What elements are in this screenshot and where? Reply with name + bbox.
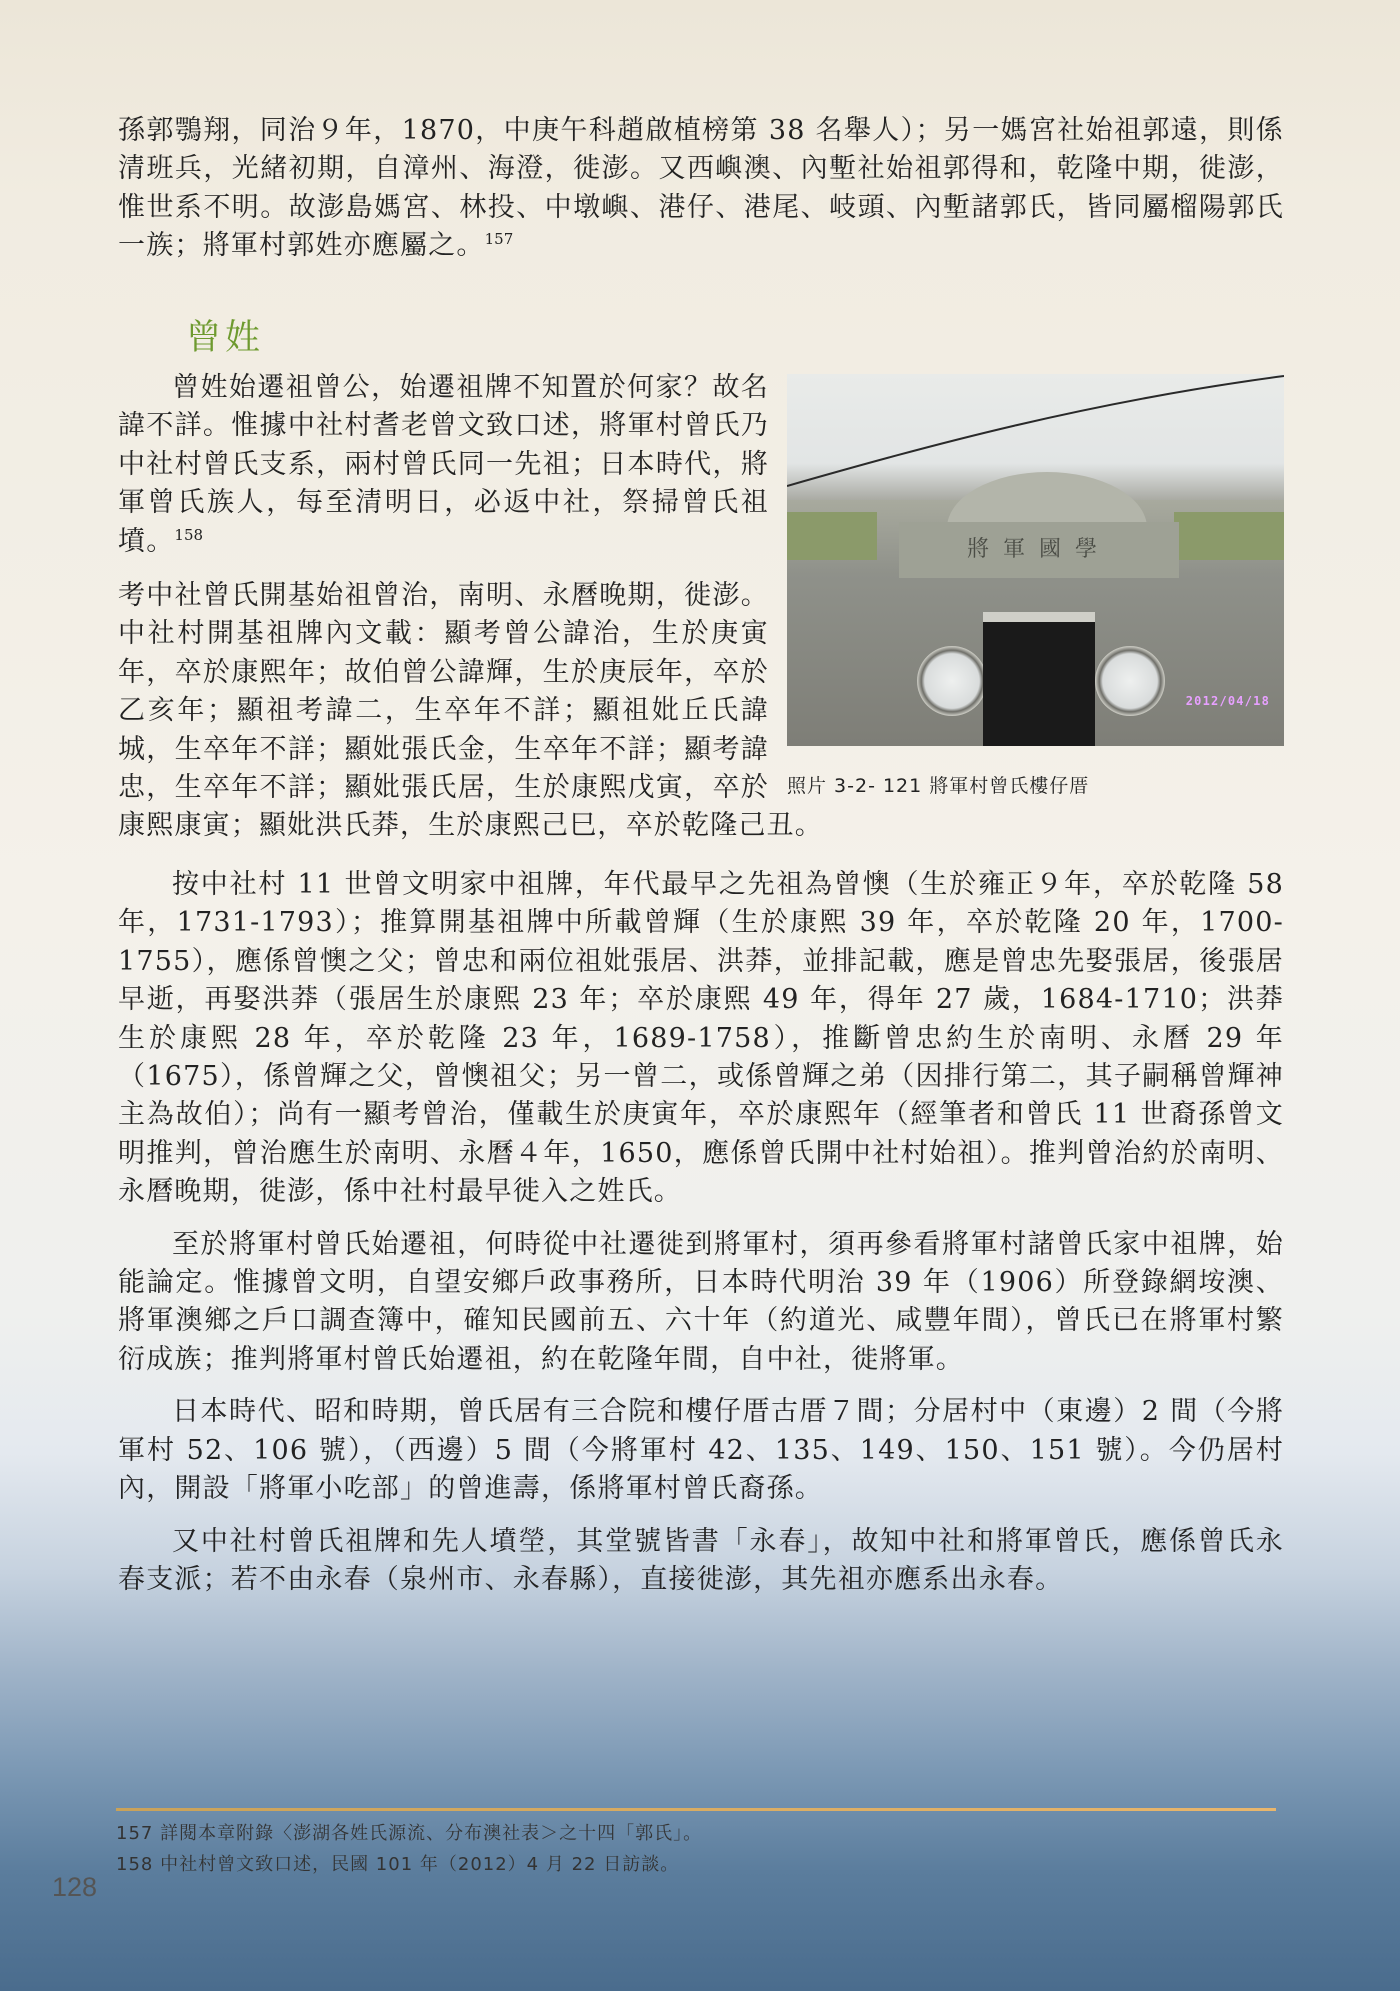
page-number: 128 (52, 1872, 98, 1902)
footnote-ref-158[interactable]: 158 (174, 525, 204, 544)
footnote-ref-157[interactable]: 157 (484, 230, 514, 249)
footnote-divider (116, 1808, 1276, 1811)
paragraph-zeng-5: 日本時代、昭和時期，曾氏居有三合院和樓仔厝古厝７間；分居村中（東邊）2 間（今將軍村 52、106 號），（西邊）5 間（今將軍村 42、135、149、150、151 號）。今仍居村內，開設「將軍小吃部」的曾進壽，係將軍村曾氏裔孫。 (118, 1396, 1284, 1505)
zeng-intro-block (118, 369, 1284, 846)
photo-date-stamp: 2012/04/18 (1185, 694, 1270, 708)
zeng-body-paragraphs (118, 866, 1284, 1613)
photo-signboard: 將軍國學 (899, 522, 1179, 578)
paragraph-zeng-6: 又中社村曾氏祖牌和先人墳塋，其堂號皆書「永春」，故知中社和將軍曾氏，應係曾氏永春支派；若不由永春（泉州市、永春縣），直接徙澎，其先祖亦應系出永春。 (118, 1525, 1284, 1595)
paragraph-zeng-2: 考中社曾氏開基始祖曾治，南明、永曆晚期，徙澎。中社村開基祖牌內文載：顯考曾公諱治，生於庚寅年，卒於康熙年；故伯曾公諱輝，生於庚辰年，卒於乙亥年；顯祖考諱二，生卒年不詳；顯祖妣丘氏諱城，生卒年不詳；顯妣張氏金，生卒年不詳；顯考諱忠，生卒年不詳；顯妣張氏居，生於康熙戊寅，卒於康熙康寅；顯妣洪氏莽，生於康熙己巳，卒於乾隆己丑。 (118, 580, 823, 842)
paragraph-zeng-1: 曾姓始遷祖曾公，始遷祖牌不知置於何家？故名諱不詳。惟據中社村耆老曾文致口述，將軍村曾氏乃中社村曾氏支系，兩村曾氏同一先祖；日本時代，將軍曾氏族人，每至清明日，必返中社，祭掃曾氏祖墳。$^{158}$ (118, 372, 769, 557)
building-photo (787, 374, 1284, 746)
photo-figure (787, 374, 1284, 800)
section-heading-zeng: 曾姓 (186, 318, 265, 358)
footnote-157: 157 詳閱本章附錄〈澎湖各姓氏源流、分布澳社表＞之十四「郭氏」。 (116, 1823, 703, 1844)
footnote-158: 158 中社村曾文致口述，民國 101 年（2012）4 月 22 日訪談。 (116, 1854, 680, 1875)
footnotes (116, 1818, 1276, 1880)
photo-caption: 照片 3-2- 121 將軍村曾氏樓仔厝 (787, 775, 1090, 797)
paragraph-zeng-4: 至於將軍村曾氏始遷祖，何時從中社遷徙到將軍村，須再參看將軍村諸曾氏家中祖牌，始能論定。惟據曾文明，自望安鄉戶政事務所，日本時代明治 39 年（1906）所登錄網垵澳、將軍澳鄉之戶口調查簿中，確知民國前五、六十年（約道光、咸豐年間），曾氏已在將軍村繁衍成族；推判將軍村曾氏始遷祖，約在乾隆年間，自中社，徙將軍。 (118, 1228, 1284, 1375)
paragraph-guo-clan: 孫郭鶚翔，同治９年，1870，中庚午科趙啟植榜第 38 名舉人）；另一媽宮社始祖郭遠，則係清班兵，光緒初期，自漳州、海澄，徙澎。又西嶼澳、內塹社始祖郭得和，乾隆中期，徙澎，惟世系不明。故澎島媽宮、林投、中墩嶼、港仔、港尾、岐頭、內塹諸郭氏，皆同屬榴陽郭氏一族；將軍村郭姓亦應屬之。$^{157}$ (118, 115, 1284, 262)
paragraph-zeng-3: 按中社村 11 世曾文明家中祖牌，年代最早之先祖為曾懊（生於雍正９年，卒於乾隆 58 年，1731-1793）；推算開基祖牌中所載曾輝（生於康熙 39 年，卒於乾隆 20 年，1700-1755），應係曾懊之父；曾忠和兩位祖妣張居、洪莽，並排記載，應是曾忠先娶張居，後張居早逝，再娶洪莽（張居生於康熙 23 年；卒於康熙 49 年，得年 27 歲，1684-1710；洪莽生於康熙 28 年，卒於乾隆 23 年，1689-1758），推斷曾忠約生於南明、永曆 29 年（1675），係曾輝之父，曾懊祖父；另一曾二，或係曾輝之弟（因排行第二，其子嗣稱曾輝神主為故伯）；尚有一顯考曾治，僅載生於庚寅年，卒於康熙年（經筆者和曾氏 11 世裔孫曾文明推判，曾治應生於南明、永曆４年，1650，應係曾氏開中社村始祖）。推判曾治約於南明、永曆晚期，徙澎，係中社村最早徙入之姓氏。 (118, 869, 1284, 1208)
